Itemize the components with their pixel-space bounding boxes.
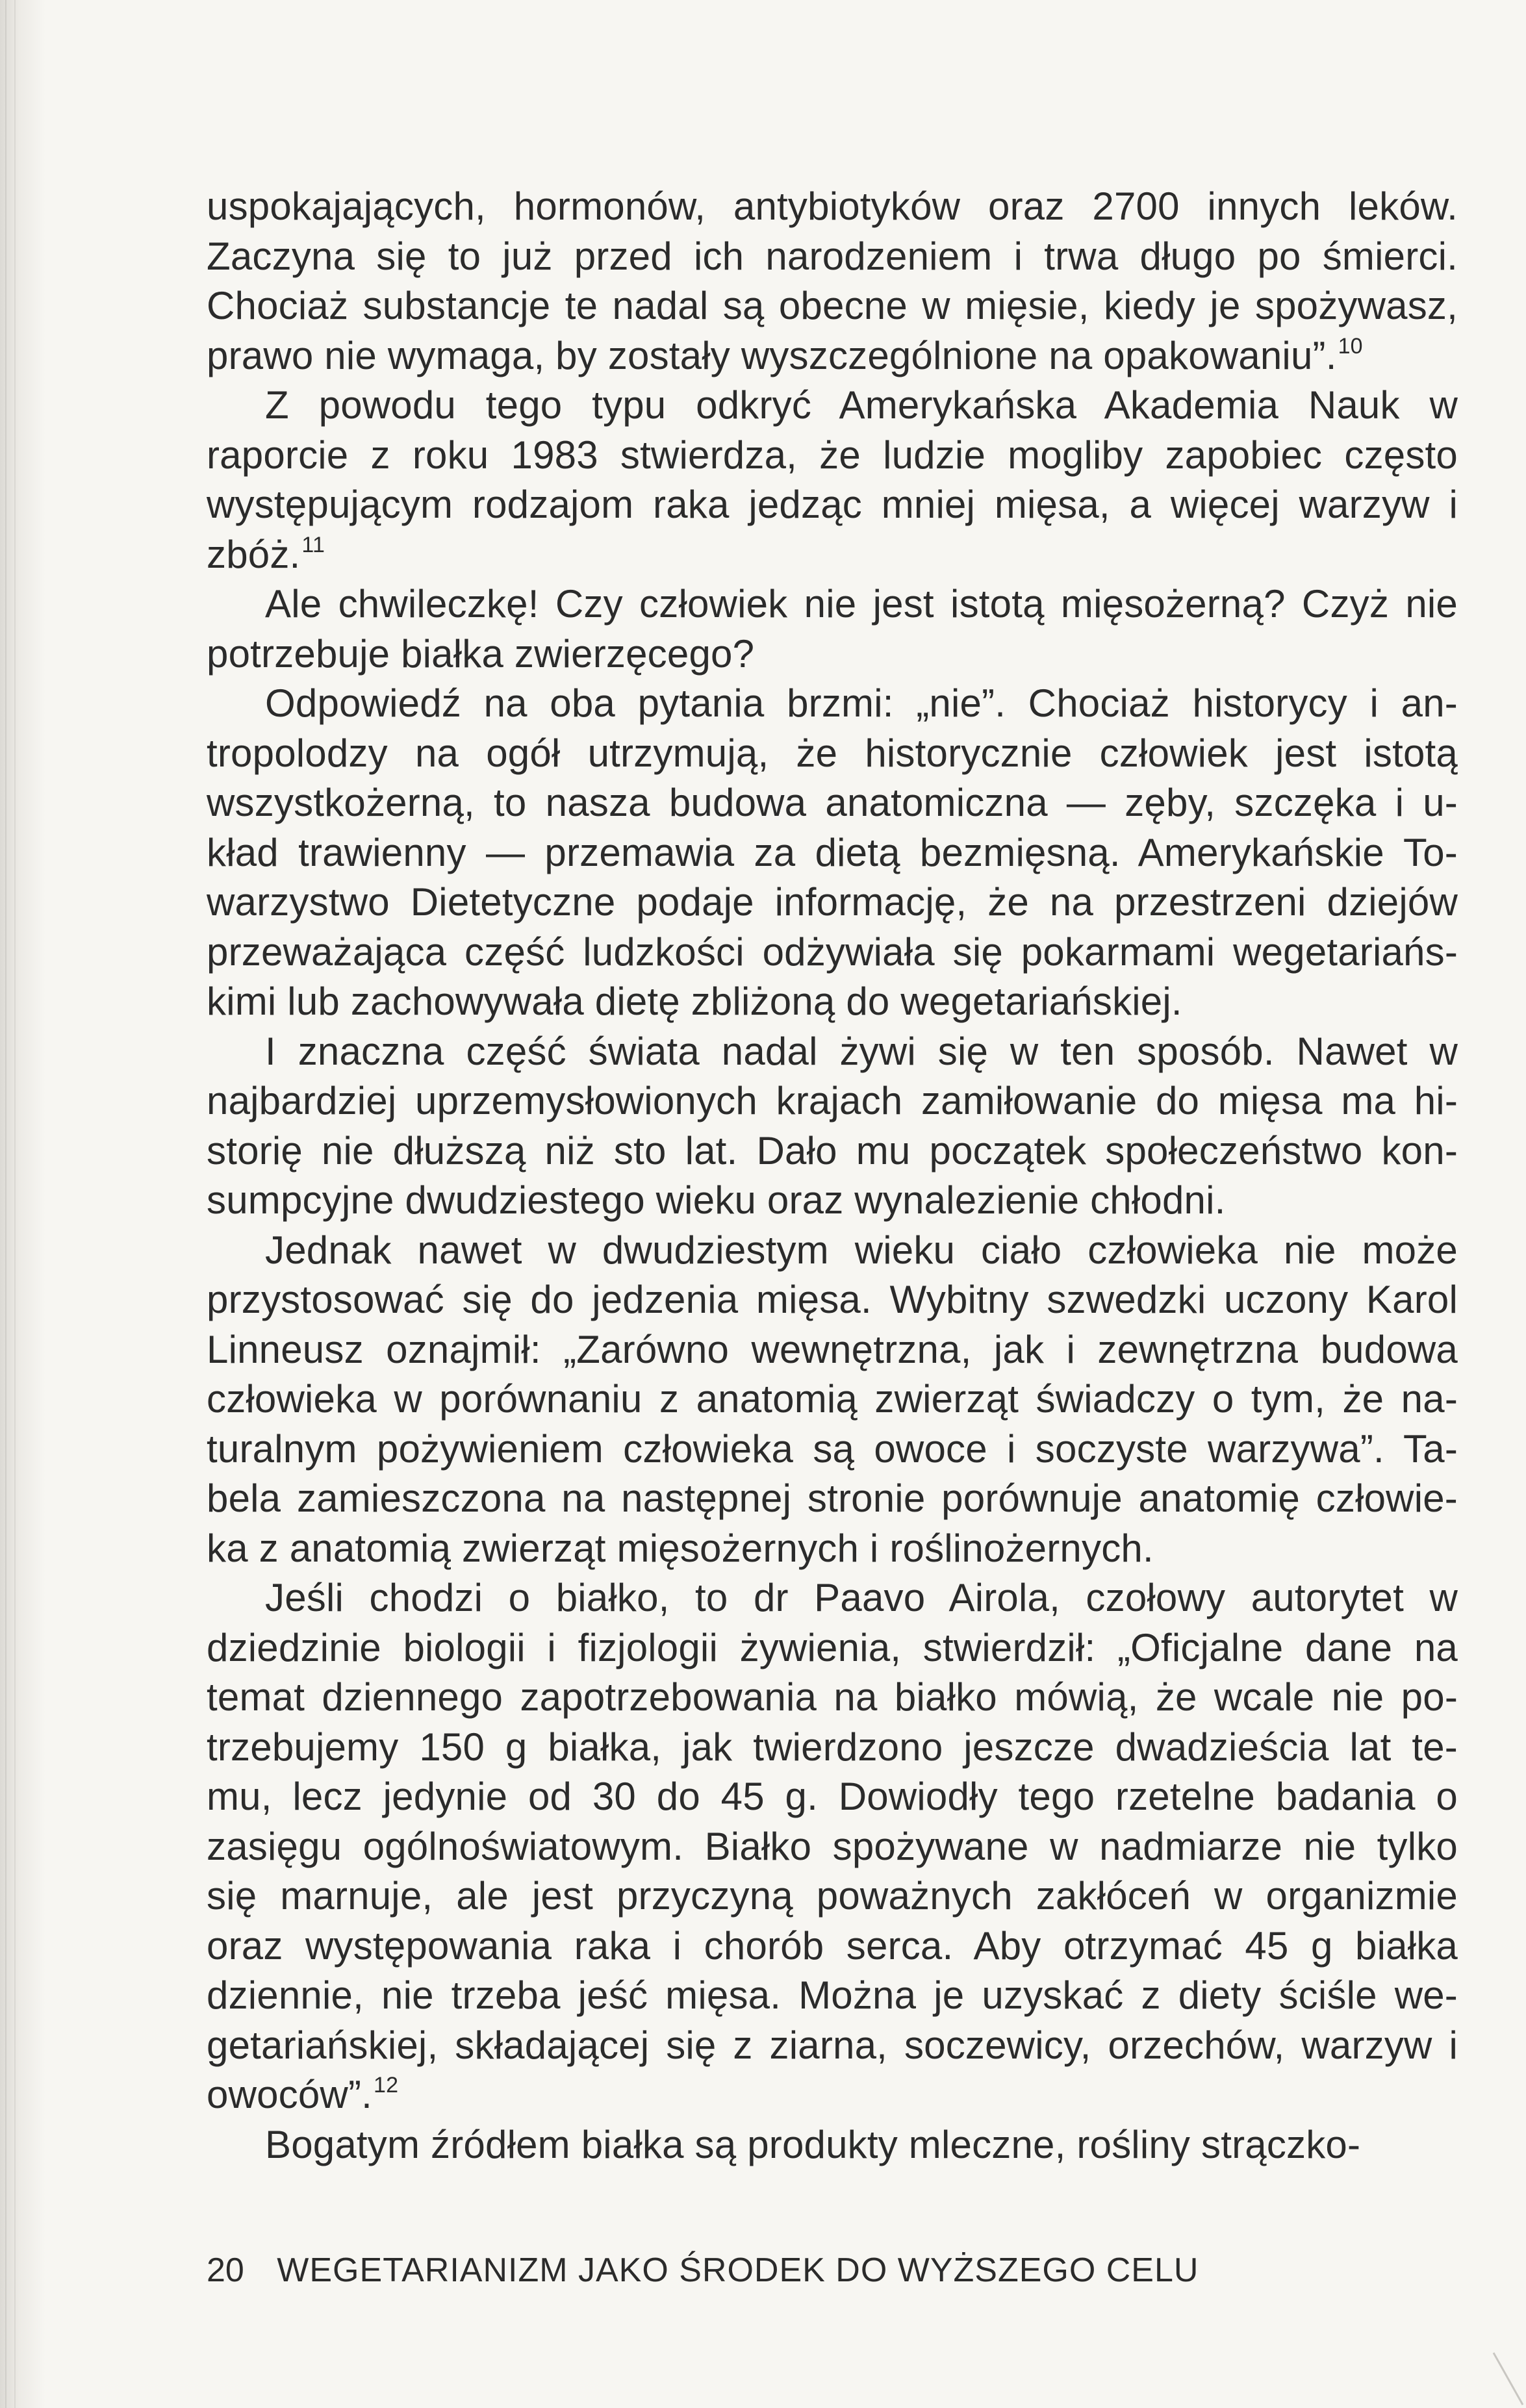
paragraph — [207, 1226, 1458, 1574]
text-line — [207, 1474, 1458, 1524]
line-text: Z powodu tego typu odkryć Amerykańska Akademia Nauk w — [265, 383, 1458, 427]
line-text: uspokajających, hormonów, antybiotyków oraz 2700 innych leków. — [207, 184, 1458, 228]
text-line — [207, 878, 1458, 928]
line-text: przystosować się do jedzenia mięsa. Wybitny szwedzki uczony Karol — [207, 1278, 1458, 1321]
line-text: Jednak nawet w dwudziestym wieku ciało człowieka nie może — [265, 1228, 1458, 1272]
line-text: tropolodzy na ogół utrzymują, że historycznie człowiek jest istotą — [207, 731, 1458, 775]
line-text: getariańskiej, składającej się z ziarna, soczewicy, orzechów, warzyw i — [207, 2023, 1458, 2067]
line-text: prawo nie wymaga, by zostały wyszczególnione na opakowaniu”. — [207, 333, 1337, 377]
page-body — [207, 182, 1458, 2170]
paragraph — [207, 1573, 1458, 2120]
footnote-reference: 12 — [374, 2073, 399, 2097]
line-text: dziedzinie biologii i fizjologii żywienia, stwierdził: „Oficjalne dane na — [207, 1625, 1458, 1669]
line-text: zbóż. — [207, 532, 301, 576]
line-text: ka z anatomią zwierząt mięsożernych i roślinożernych. — [207, 1526, 1154, 1570]
text-line — [207, 1126, 1458, 1176]
line-text: I znaczna część świata nadal żywi się w ten sposób. Nawet w — [265, 1029, 1458, 1073]
page-corner-mark — [1487, 2350, 1526, 2408]
line-text: najbardziej uprzemysłowionych krajach zamiłowanie do mięsa ma hi- — [207, 1079, 1458, 1122]
line-text: bela zamieszczona na następnej stronie porównuje anatomię człowie- — [207, 1476, 1458, 1520]
line-text: Odpowiedź na oba pytania brzmi: „nie”. Chociaż historycy i an- — [265, 681, 1458, 725]
text-line — [207, 281, 1458, 331]
line-text: się marnuje, ale jest przyczyną poważnych zakłóceń w organizmie — [207, 1874, 1458, 1918]
text-line — [207, 381, 1458, 431]
line-text: człowieka w porównaniu z anatomią zwierząt świadczy o tym, że na- — [207, 1377, 1458, 1421]
text-line — [207, 1027, 1458, 1077]
text-line — [207, 1325, 1458, 1375]
text-line — [207, 1971, 1458, 2021]
text-line — [207, 579, 1458, 629]
paragraph — [207, 182, 1458, 381]
line-text: mu, lecz jedynie od 30 do 45 g. Dowiodły tego rzetelne badania o — [207, 1775, 1458, 1818]
binding-line — [14, 0, 16, 2408]
text-line — [207, 2021, 1458, 2071]
text-line — [207, 1425, 1458, 1475]
line-text: trzebujemy 150 g białka, jak twierdzono jeszcze dwadzieścia lat te- — [207, 1725, 1458, 1769]
text-line — [207, 331, 1458, 381]
line-text: Zaczyna się to już przed ich narodzeniem i trwa długo po śmierci. — [207, 234, 1458, 278]
running-head: WEGETARIANIZM JAKO ŚRODEK DO WYŻSZEGO CELU — [277, 2251, 1199, 2289]
line-text: temat dziennego zapotrzebowania na białko mówią, że wcale nie po- — [207, 1675, 1458, 1719]
text-line — [207, 1375, 1458, 1425]
line-text: owoców”. — [207, 2073, 373, 2116]
text-line — [207, 679, 1458, 729]
line-text: przeważająca część ludzkości odżywiała się pokarmami wegetariańs- — [207, 930, 1458, 974]
line-text: sumpcyjne dwudziestego wieku oraz wynalezienie chłodni. — [207, 1178, 1226, 1222]
page-footer — [207, 2251, 1199, 2290]
text-line — [207, 530, 1458, 580]
text-line — [207, 1176, 1458, 1226]
text-line — [207, 629, 1458, 679]
line-text: warzystwo Dietetyczne podaje informację, że na przestrzeni dziejów — [207, 880, 1458, 924]
text-line — [207, 1275, 1458, 1325]
text-line — [207, 778, 1458, 828]
text-line — [207, 2070, 1458, 2120]
paragraph — [207, 1027, 1458, 1226]
paragraph — [207, 679, 1458, 1027]
line-text: potrzebuje białka zwierzęcego? — [207, 631, 755, 676]
text-line — [207, 1921, 1458, 1971]
paragraph — [207, 2120, 1458, 2170]
text-line — [207, 431, 1458, 481]
line-text: zasięgu ogólnoświatowym. Białko spożywane w nadmiarze nie tylko — [207, 1824, 1458, 1868]
line-text: storię nie dłuższą niż sto lat. Dało mu początek społeczeństwo kon- — [207, 1128, 1458, 1172]
paragraph — [207, 579, 1458, 679]
text-line — [207, 480, 1458, 530]
line-text: wszystkożerną, to nasza budowa anatomiczna — zęby, szczęka i u- — [207, 781, 1458, 824]
footnote-reference: 10 — [1338, 333, 1363, 359]
line-text: dziennie, nie trzeba jeść mięsa. Można je uzyskać z diety ściśle we- — [207, 1973, 1458, 2017]
text-line — [207, 1076, 1458, 1126]
footnote-reference: 11 — [301, 532, 325, 557]
line-text: turalnym pożywieniem człowieka są owoce i soczyste warzywa”. Ta- — [207, 1426, 1458, 1471]
text-line — [207, 1673, 1458, 1723]
paragraph — [207, 381, 1458, 579]
line-text: Jeśli chodzi o białko, to dr Paavo Airola, czołowy autorytet w — [265, 1576, 1458, 1619]
binding-shadow — [0, 0, 45, 2408]
line-text: Bogatym źródłem białka są produkty mleczne, rośliny strączko- — [265, 2122, 1361, 2166]
text-line — [207, 182, 1458, 232]
binding-line — [5, 0, 6, 2408]
line-text: Ale chwileczkę! Czy człowiek nie jest istotą mięsożerną? Czyż nie — [265, 582, 1458, 626]
text-line — [207, 1573, 1458, 1623]
text-line — [207, 1822, 1458, 1872]
line-text: oraz występowania raka i chorób serca. Aby otrzymać 45 g białka — [207, 1923, 1458, 1968]
text-line — [207, 729, 1458, 779]
text-line — [207, 1871, 1458, 1921]
text-line — [207, 1772, 1458, 1822]
line-text: Linneusz oznajmił: „Zarówno wewnętrzna, jak i zewnętrzna budowa — [207, 1327, 1458, 1371]
text-line — [207, 2120, 1458, 2170]
line-text: kimi lub zachowywała dietę zbliżoną do wegetariańskiej. — [207, 980, 1182, 1023]
text-line — [207, 828, 1458, 878]
text-line — [207, 232, 1458, 282]
text-line — [207, 1723, 1458, 1773]
text-line — [207, 1524, 1458, 1574]
text-line — [207, 1226, 1458, 1276]
text-line — [207, 928, 1458, 978]
line-text: Chociaż substancje te nadal są obecne w mięsie, kiedy je spożywasz, — [207, 284, 1458, 327]
text-line — [207, 1623, 1458, 1673]
text-line — [207, 977, 1458, 1027]
page-number: 20 — [207, 2251, 244, 2289]
line-text: raporcie z roku 1983 stwierdza, że ludzie mogliby zapobiec często — [207, 433, 1458, 477]
line-text: występującym rodzajom raka jedząc mniej mięsa, a więcej warzyw i — [207, 483, 1458, 526]
line-text: kład trawienny — przemawia za dietą bezmięsną. Amerykańskie To- — [207, 830, 1458, 874]
